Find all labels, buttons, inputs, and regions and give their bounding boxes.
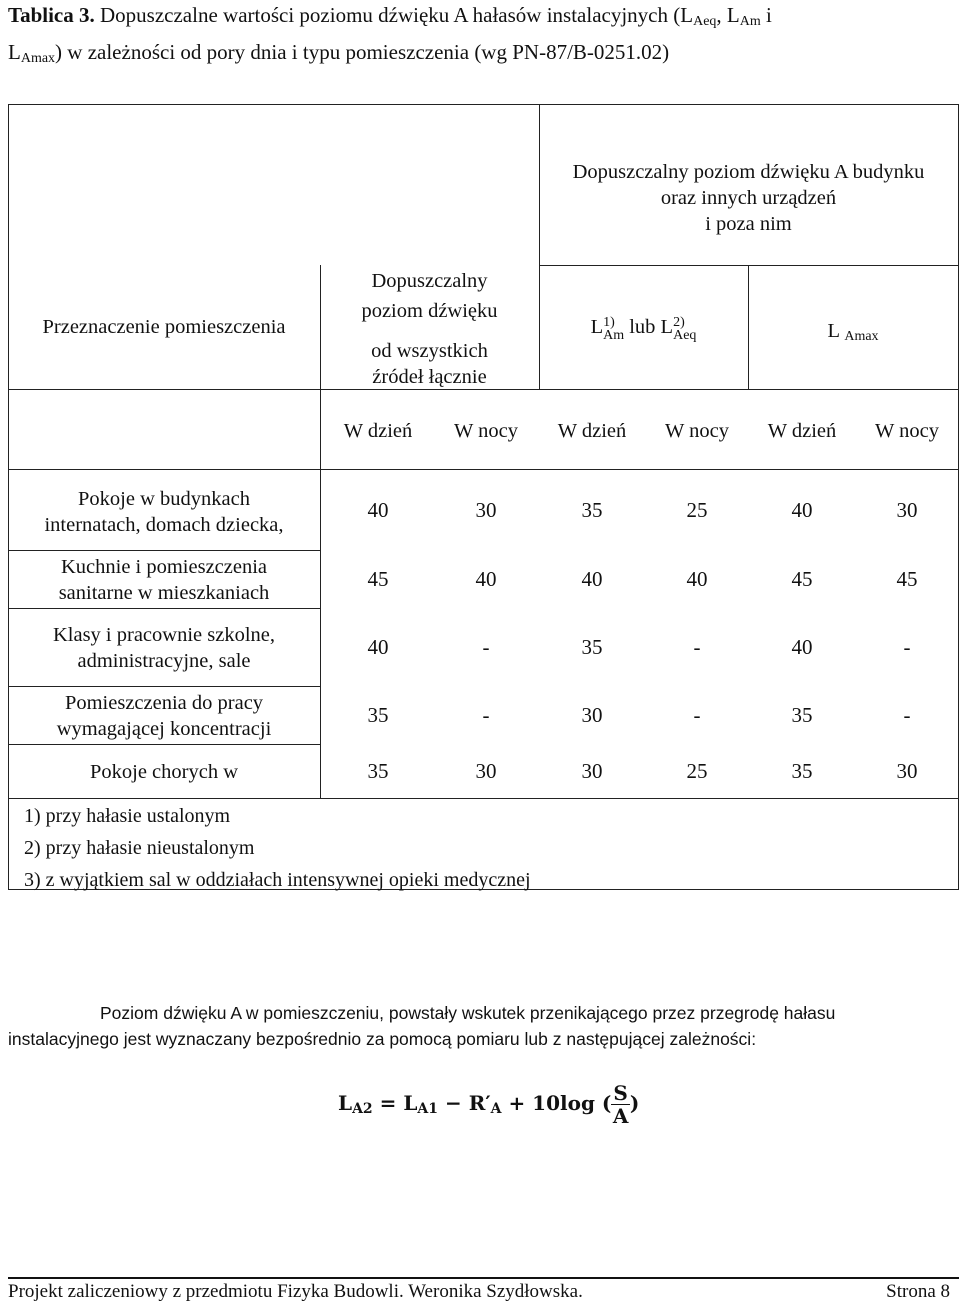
formula-sub: A (490, 1101, 502, 1117)
laeq-sup: 2) (673, 315, 685, 330)
formula-l: L (403, 1091, 418, 1115)
period-label: W nocy (875, 420, 939, 442)
caption-comma: , L (716, 3, 740, 27)
formula-numerator: S (613, 1081, 628, 1105)
caption-text: Dopuszczalne wartości poziomu dźwięku A hałasów instalacyjnych (L (100, 3, 694, 27)
header-all-sources-line: źródeł łącznie (372, 366, 487, 388)
table-cell: 30 (475, 759, 497, 783)
table-cell: 45 (791, 567, 813, 591)
lam-sup: 1) (603, 315, 615, 330)
lam-l: L (590, 316, 604, 338)
header-group (539, 159, 958, 237)
caption-sub-amax: Amax (20, 51, 56, 66)
table-cell: - (903, 703, 911, 727)
row-label: wymagającej koncentracji (56, 718, 272, 740)
table-cell: - (693, 635, 701, 659)
lam-mid: lub L (624, 316, 674, 338)
header-all-sources-line: od wszystkich (371, 340, 488, 362)
table-cell: 40 (367, 635, 389, 659)
table-cell: 30 (475, 498, 497, 522)
row-label: Pokoje chorych w (89, 761, 239, 783)
formula-eq: = (372, 1091, 404, 1115)
table-cell: - (482, 635, 490, 659)
row-label: Klasy i pracownie szkolne, (52, 624, 276, 646)
table-cell: 30 (581, 759, 603, 783)
lamax-sub: Amax (844, 329, 879, 344)
table-cell: 35 (367, 759, 389, 783)
table-cell: 40 (367, 498, 389, 522)
lam-sub: Am (603, 328, 625, 343)
page-number: Strona 8 (886, 1281, 950, 1302)
table-cell: 45 (367, 567, 389, 591)
row-label: Kuchnie i pomieszczenia (60, 556, 268, 578)
caption-sub-aeq: Aeq (693, 14, 717, 29)
row-label: sanitarne w mieszkaniach (58, 582, 270, 604)
note: 2) przy hałasie nieustalonym (24, 837, 255, 859)
table-cell: 35 (791, 759, 813, 783)
formula-r: R (468, 1091, 486, 1115)
table-cell: 40 (791, 498, 813, 522)
table-cell: - (693, 703, 701, 727)
footer-text: Projekt zaliczeniowy z przedmiotu Fizyka Budowli. Weronika Szydłowska. (8, 1281, 583, 1302)
table-cell: 35 (581, 635, 603, 659)
table-cell: 35 (581, 498, 603, 522)
header-group-line: Dopuszczalny poziom dźwięku A budynku (572, 161, 925, 183)
header-purpose: Przeznaczenie pomieszczenia (42, 316, 286, 338)
formula-plus: + 10log ( (501, 1091, 612, 1115)
header-all-sources-line: poziom dźwięku (361, 300, 498, 322)
caption-sub-am: Am (739, 14, 761, 29)
period-label: W dzień (343, 420, 413, 442)
period-label: W dzień (557, 420, 627, 442)
table-cell: - (482, 703, 490, 727)
header-all-sources-line: Dopuszczalny (371, 270, 488, 292)
header-group-line: oraz innych urządzeń (660, 187, 837, 209)
period-label: W nocy (454, 420, 518, 442)
note: 1) przy hałasie ustalonym (24, 805, 231, 827)
caption-l: L (8, 40, 21, 64)
formula-sub: A1 (417, 1101, 439, 1117)
paragraph-line: Poziom dźwięku A w pomieszczeniu, powstały wskutek przenikającego przez przegrodę hałasu (100, 1003, 836, 1023)
row-label: internatach, domach dziecka, (44, 514, 284, 536)
footer-rule (8, 1277, 959, 1279)
row-label: administracyjne, sale (77, 650, 251, 672)
table-cell: 35 (791, 703, 813, 727)
table-cell: 40 (581, 567, 603, 591)
table-cell: 30 (896, 498, 918, 522)
body-paragraph (8, 1000, 953, 1052)
formula-close: ) (629, 1091, 640, 1115)
caption-i: i (760, 3, 772, 27)
formula-denominator: A (612, 1104, 629, 1128)
header-lamax (748, 318, 958, 350)
table-cell: - (903, 635, 911, 659)
table-cell: 40 (686, 567, 708, 591)
table-cell: 30 (896, 759, 918, 783)
row-label: Pomieszczenia do pracy (64, 692, 264, 714)
caption-text-2: ) w zależności od pory dnia i typu pomieszczenia (wg PN-87/B-0251.02) (55, 40, 670, 64)
period-label: W nocy (665, 420, 729, 442)
formula (338, 1082, 639, 1127)
note: 3) z wyjątkiem sal w oddziałach intensywnej opieki medycznej (24, 869, 531, 891)
table-cell: 25 (686, 759, 708, 783)
lamax-l: L (827, 320, 845, 342)
formula-prime: ′ (485, 1091, 491, 1115)
table-cell: 40 (475, 567, 497, 591)
table-cell: 35 (367, 703, 389, 727)
formula-sub: A2 (352, 1101, 373, 1117)
laeq-sub: Aeq (673, 328, 697, 343)
table-cell: 40 (791, 635, 813, 659)
header-all-sources (320, 268, 539, 390)
table-cell: 30 (581, 703, 603, 727)
formula-minus: − (438, 1091, 469, 1115)
table-notes (24, 800, 531, 896)
table-cell: 45 (896, 567, 918, 591)
formula-l: L (338, 1091, 353, 1115)
period-label: W dzień (767, 420, 837, 442)
header-lam-laeq (539, 314, 748, 342)
row-label: Pokoje w budynkach (78, 488, 250, 510)
table-caption (8, 0, 953, 74)
caption-label: Tablica 3. (8, 3, 95, 27)
header-group-line: i poza nim (705, 213, 792, 235)
table-cell: 25 (686, 498, 708, 522)
paragraph-line: instalacyjnego jest wyznaczany bezpośrednio za pomocą pomiaru lub z następującej zależności: (8, 1029, 757, 1049)
